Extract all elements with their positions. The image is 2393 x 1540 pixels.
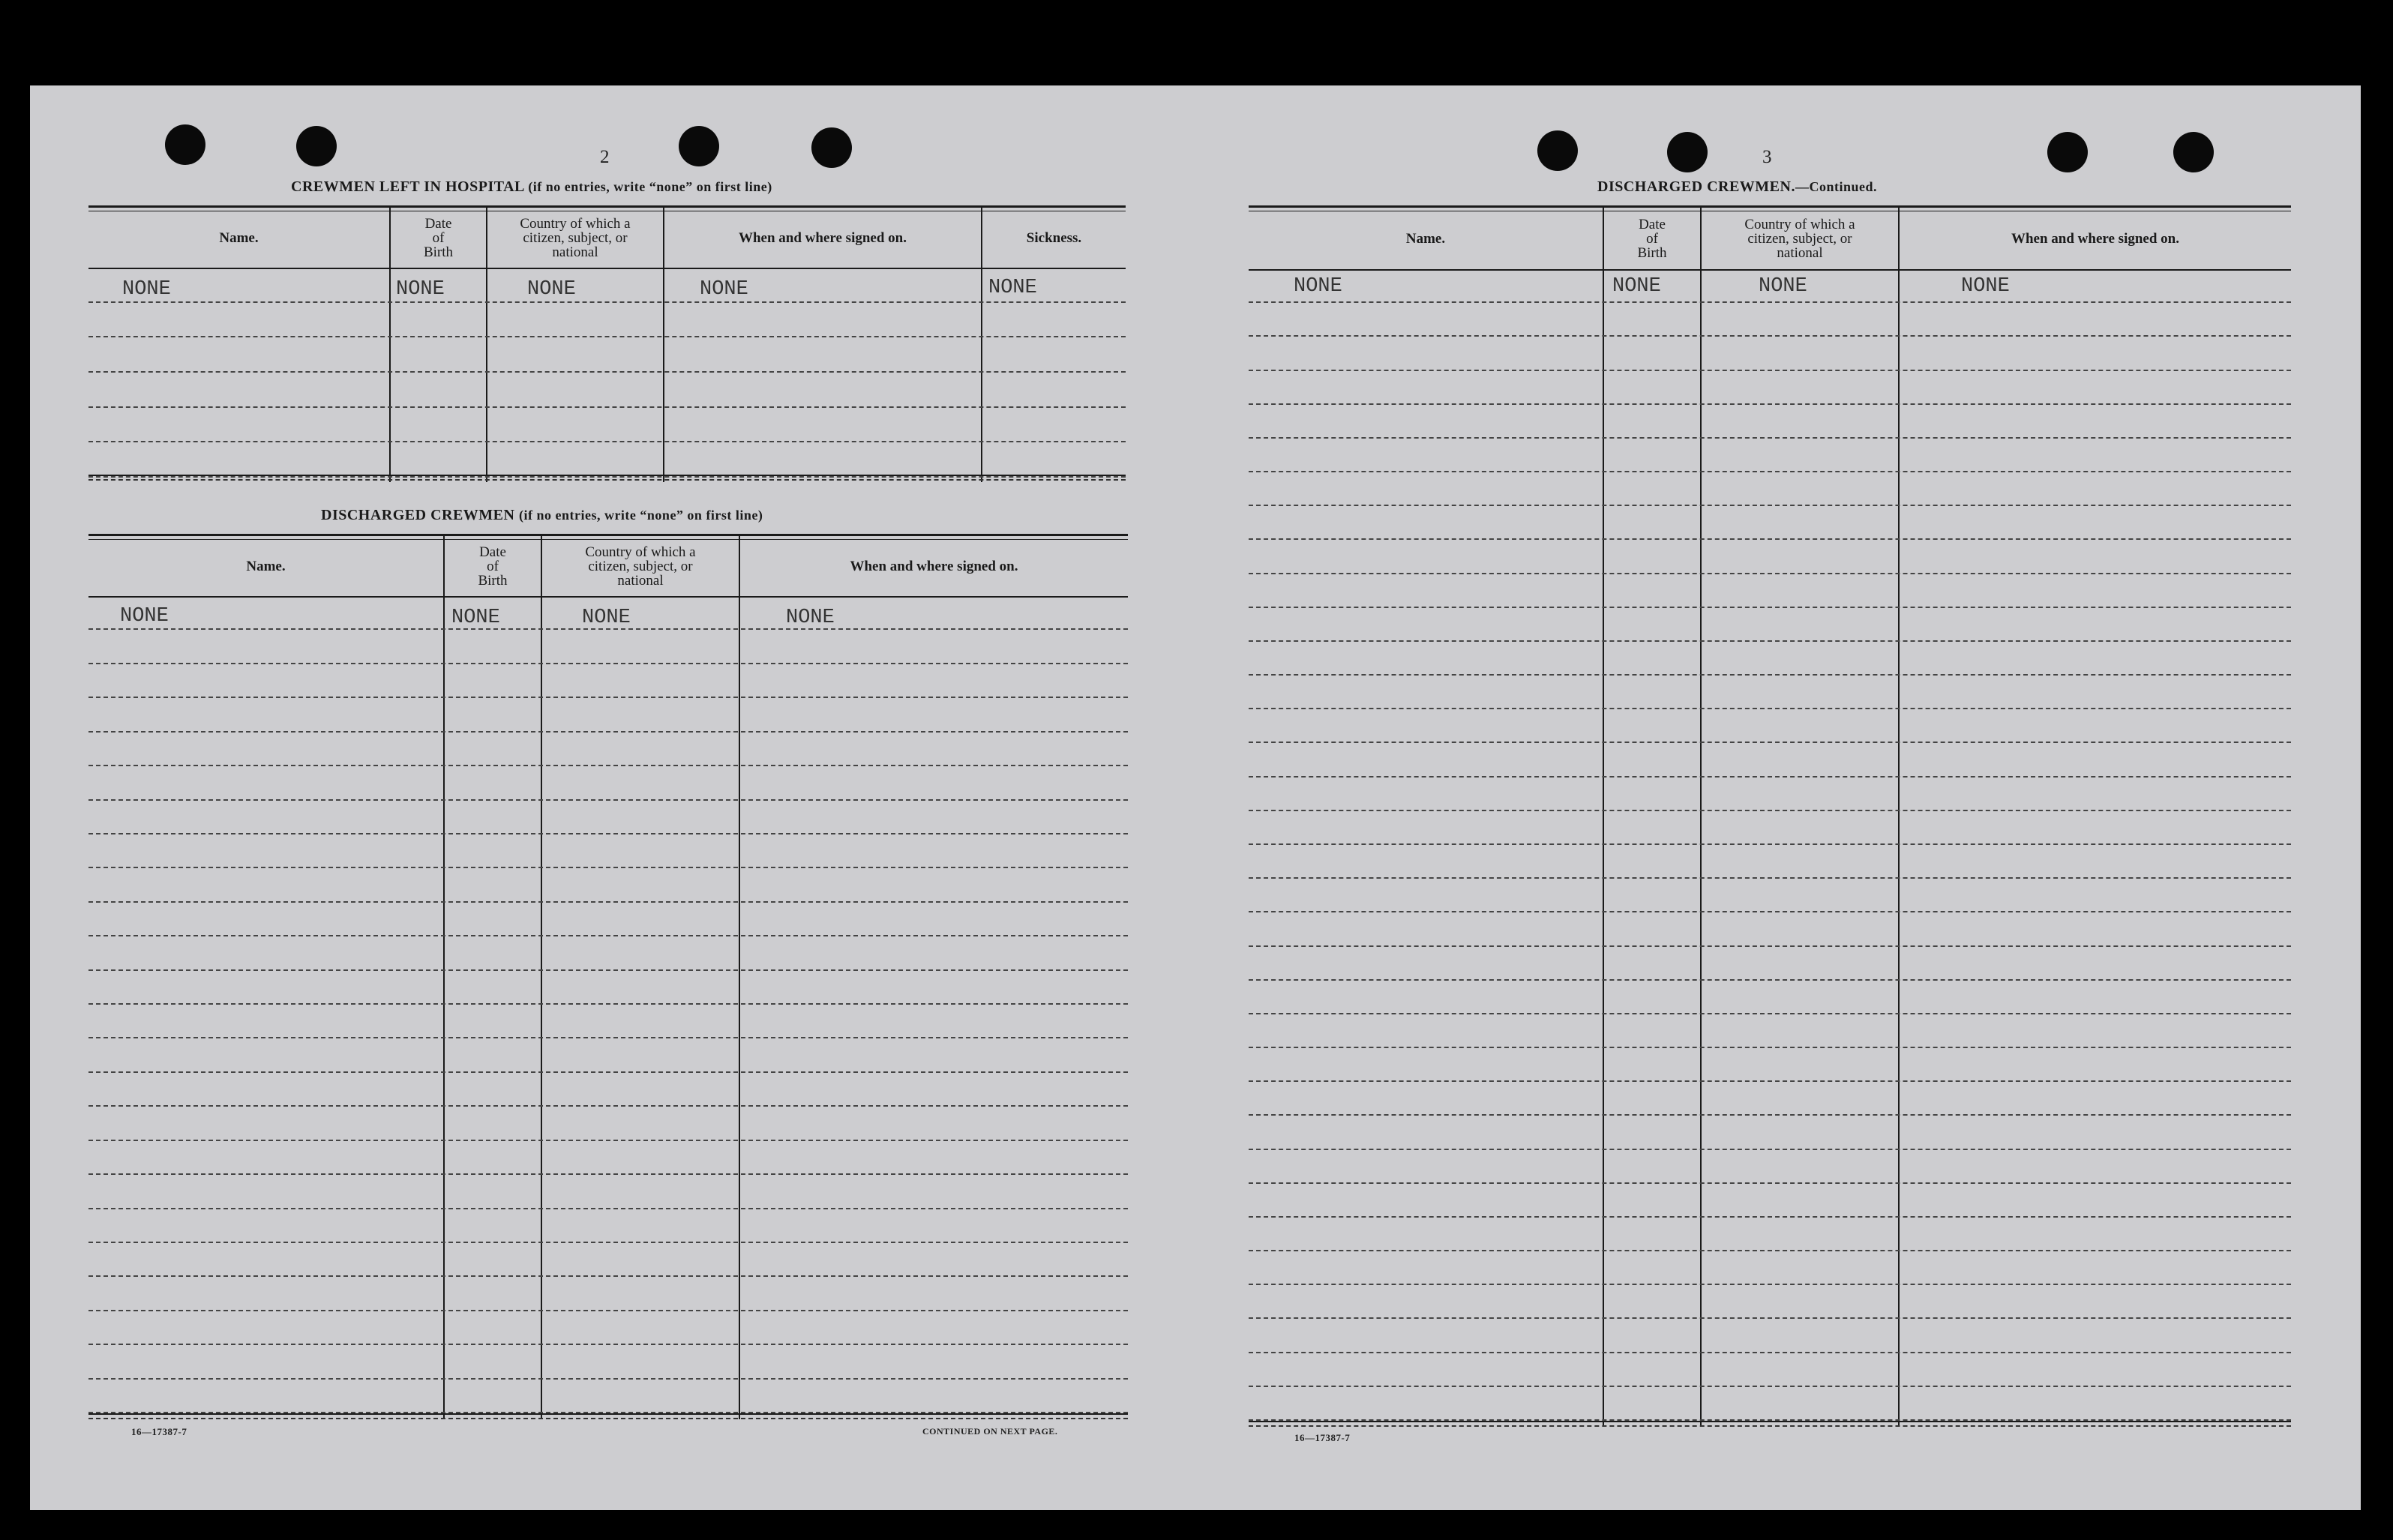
form-number-left: 16—17387-7 (131, 1426, 187, 1437)
punch-hole (679, 126, 719, 166)
hospital-table (88, 205, 1126, 482)
ruled-line (1249, 1352, 2291, 1353)
hosp-sickness-value: NONE (988, 277, 1037, 299)
header-name: Name. (246, 558, 286, 574)
hospital-rows (88, 268, 1126, 478)
ruled-line (1249, 843, 2291, 845)
ruled-line (88, 371, 1126, 373)
ruled-line (1249, 370, 2291, 371)
document-sheet (30, 85, 2361, 1510)
disc-dob-value: NONE (451, 607, 500, 629)
table-header (88, 536, 1128, 598)
ruled-line (88, 1105, 1128, 1107)
header-sickness: Sickness. (1026, 229, 1082, 246)
ruled-line (88, 628, 1128, 630)
ruled-line (1249, 1013, 2291, 1014)
punch-hole (1537, 130, 1578, 171)
hosp-dob-value: NONE (396, 278, 445, 301)
ruled-line (1249, 1284, 2291, 1285)
table-bottom-rule (1249, 1421, 2291, 1422)
ruled-line (88, 1173, 1128, 1175)
ruled-line (88, 731, 1128, 733)
punch-hole (1667, 132, 1708, 172)
disc-cont-name-value: NONE (1294, 275, 1342, 298)
header-when-where: When and where signed on. (2011, 230, 2179, 247)
table-bottom-rule (88, 475, 1126, 476)
punch-hole (296, 126, 337, 166)
header-date-of-birth: Date of Birth (423, 215, 454, 260)
header-name: Name. (1405, 230, 1446, 247)
ruled-line (1249, 1047, 2291, 1048)
ruled-line (1249, 1386, 2291, 1387)
disc-cont-dob-value: NONE (1612, 275, 1661, 298)
hospital-section-title: CREWMEN LEFT IN HOSPITAL (if no entries, write “none” on first line) (291, 178, 772, 195)
ruled-line (88, 476, 1126, 478)
discharged-table-left (88, 534, 1128, 1419)
header-when-where: When and where signed on. (738, 229, 907, 246)
ruled-line (88, 1310, 1128, 1311)
ruled-line (88, 336, 1126, 337)
ruled-line (1249, 810, 2291, 811)
ruled-line (88, 441, 1126, 442)
ruled-line (1249, 945, 2291, 947)
ruled-line (88, 1344, 1128, 1345)
header-date-of-birth: Date of Birth (478, 544, 508, 589)
ruled-line (88, 1037, 1128, 1038)
ruled-line (88, 833, 1128, 834)
hosp-name-value: NONE (122, 278, 171, 301)
ruled-line (1249, 911, 2291, 912)
discharged-continued-title: DISCHARGED CREWMEN.—Continued. (1597, 178, 1877, 195)
disc-name-value: NONE (120, 605, 169, 628)
punch-hole (811, 127, 852, 168)
disc-when-where-value: NONE (786, 607, 835, 629)
ruled-line (88, 1071, 1128, 1073)
ruled-line (1249, 776, 2291, 777)
ruled-line (1249, 1250, 2291, 1251)
ruled-line (88, 935, 1128, 936)
ruled-line (88, 697, 1128, 698)
ruled-line (1249, 403, 2291, 405)
ruled-line (1249, 471, 2291, 472)
ruled-line (1249, 1182, 2291, 1184)
header-name: Name. (219, 229, 259, 246)
hosp-when-where-value: NONE (700, 278, 748, 301)
ruled-line (88, 799, 1128, 801)
ruled-line (88, 301, 1126, 303)
punch-hole (2047, 132, 2088, 172)
ruled-line (1249, 1317, 2291, 1319)
ruled-line (88, 1242, 1128, 1243)
page-number-right: 3 (1762, 147, 1772, 167)
ruled-line (1249, 437, 2291, 439)
ruled-line (1249, 335, 2291, 337)
header-country: Country of which a citizen, subject, or national (585, 544, 696, 589)
punch-hole (165, 124, 205, 165)
ruled-line (1249, 538, 2291, 540)
ruled-line (88, 1208, 1128, 1209)
header-date-of-birth: Date of Birth (1637, 216, 1667, 261)
ruled-line (1249, 573, 2291, 574)
ruled-line (88, 1140, 1128, 1141)
discharged-table-right (1249, 205, 2291, 1427)
header-country: Country of which a citizen, subject, or national (520, 215, 631, 260)
ruled-line (1249, 607, 2291, 608)
header-country: Country of which a citizen, subject, or national (1744, 216, 1855, 261)
ruled-line (88, 1378, 1128, 1380)
ruled-line (1249, 1216, 2291, 1218)
ruled-line (1249, 742, 2291, 743)
ruled-line (88, 406, 1126, 408)
ruled-line (1249, 979, 2291, 981)
ruled-line (88, 969, 1128, 971)
ruled-line (88, 867, 1128, 868)
ruled-line (1249, 1149, 2291, 1150)
continued-note: CONTINUED ON NEXT PAGE. (922, 1426, 1058, 1437)
table-header (1249, 208, 2291, 271)
discharged-section-title: DISCHARGED CREWMEN (if no entries, write “none” on first line) (321, 507, 763, 523)
discharged-rows-left (88, 596, 1128, 1413)
ruled-line (1249, 1114, 2291, 1116)
ruled-line (1249, 877, 2291, 879)
disc-country-value: NONE (582, 607, 631, 629)
ruled-line (88, 663, 1128, 664)
table-bottom-rule (88, 1413, 1128, 1415)
discharged-rows-right (1249, 269, 2291, 1421)
ruled-line (88, 1275, 1128, 1277)
form-number-right: 16—17387-7 (1294, 1432, 1351, 1443)
ruled-line (88, 765, 1128, 766)
punch-hole (2173, 132, 2214, 172)
disc-cont-when-where-value: NONE (1961, 275, 2010, 298)
ruled-line (1249, 640, 2291, 642)
disc-cont-country-value: NONE (1759, 275, 1807, 298)
ruled-line (88, 1003, 1128, 1005)
ruled-line (1249, 301, 2291, 303)
ruled-line (1249, 1080, 2291, 1082)
page-number-left: 2 (600, 147, 610, 167)
header-when-where: When and where signed on. (850, 558, 1018, 574)
ruled-line (1249, 708, 2291, 709)
hosp-country-value: NONE (527, 278, 576, 301)
ruled-line (1249, 674, 2291, 676)
table-header (88, 208, 1126, 269)
ruled-line (1249, 505, 2291, 506)
ruled-line (88, 901, 1128, 903)
